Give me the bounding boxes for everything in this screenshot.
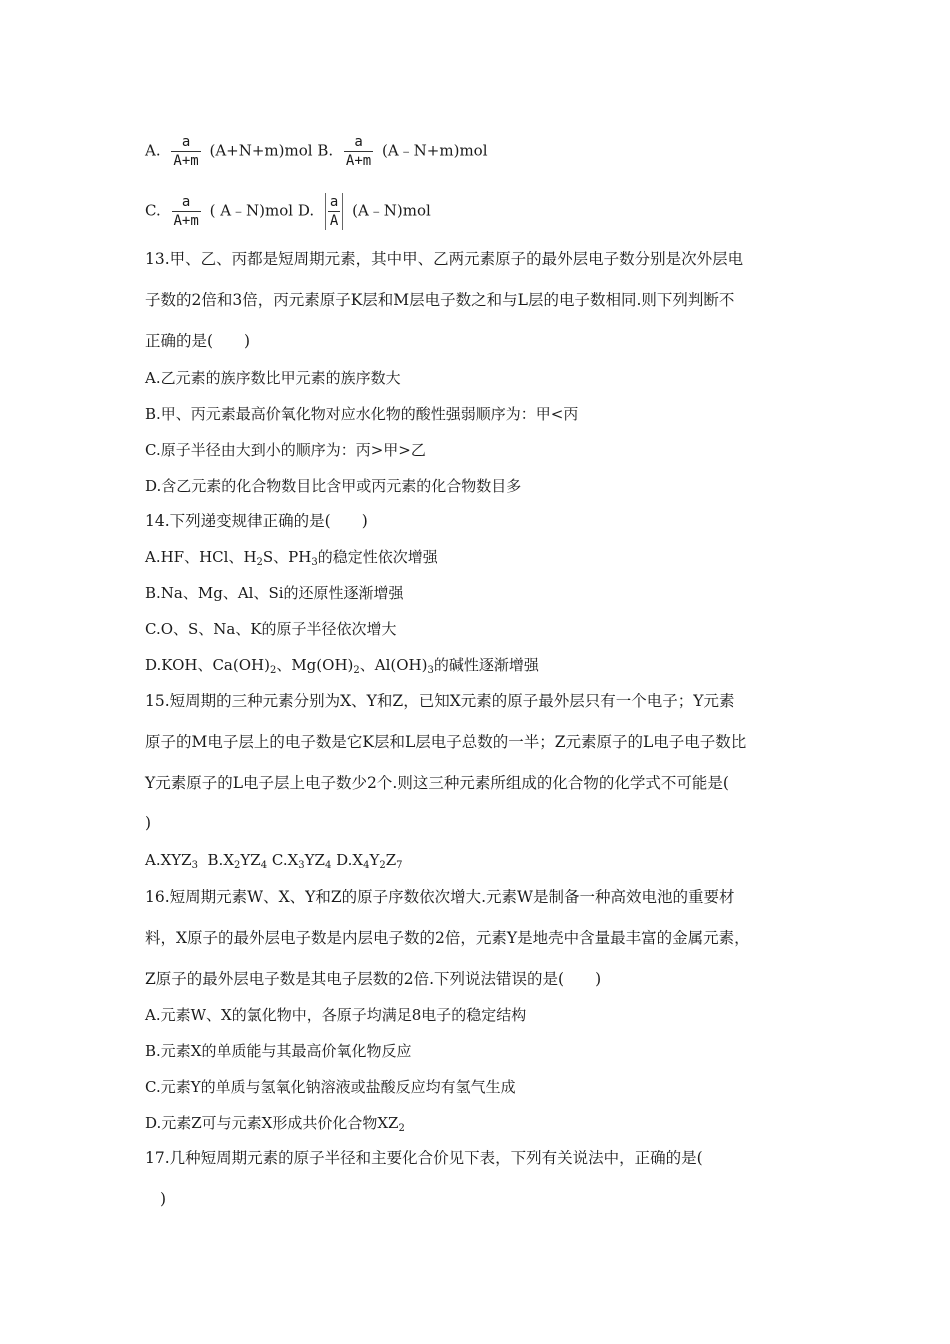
text: 的碱性逐渐增强	[433, 656, 539, 674]
q15-stem-line-3: Y元素原子的L电子层上电子数少2个.则这三种元素所组成的化合物的化学式不可能是(	[145, 774, 729, 792]
q12-options-ab	[145, 133, 488, 170]
subscript: 2	[353, 665, 360, 676]
q15-stem-line-4: )	[145, 814, 152, 832]
q13-stem-line-1: 13.甲、乙、丙都是短周期元素，其中甲、乙两元素原子的最外层电子数分别是次外层电	[145, 250, 744, 268]
fraction-numerator: a	[329, 194, 339, 210]
subscript: 4	[363, 860, 370, 871]
text: D.元素Z可与元素X形成共价化合物XZ	[145, 1114, 399, 1132]
fraction-numerator: a	[354, 134, 363, 150]
subscript: 2	[234, 860, 241, 871]
subscript: 4	[260, 860, 268, 871]
subscript: 3	[311, 557, 318, 568]
q15-options	[145, 850, 403, 870]
q16-stem-line-3: Z原子的最外层电子数是其电子层数的2倍.下列说法错误的是( )	[145, 970, 602, 988]
q15-stem-line-1: 15.短周期的三种元素分别为X、Y和Z，已知X元素的原子最外层只有一个电子；Y元素	[145, 692, 735, 710]
q14-option-c: C.O、S、Na、K的原子半径依次增大	[145, 620, 397, 638]
q13-option-a: A.乙元素的族序数比甲元素的族序数大	[145, 369, 401, 387]
q17-stem-line-1: 17.几种短周期元素的原子半径和主要化合价见下表，下列有关说法中，正确的是(	[145, 1149, 703, 1167]
option-d	[336, 851, 402, 869]
text: D.X	[336, 851, 364, 869]
subscript: 2	[379, 860, 386, 871]
text: D.KOH、Ca(OH)	[145, 656, 270, 674]
text: 的稳定性依次增强	[317, 548, 438, 566]
fraction-numerator: a	[181, 134, 191, 150]
q17-stem-line-2: )	[160, 1190, 167, 1208]
fraction-denominator: A+m	[173, 213, 199, 229]
q12-option-b-text: (A﹣N+m)mol	[381, 141, 488, 160]
subscript: 3	[427, 665, 434, 676]
q16-stem-line-2: 料，X原子的最外层电子数是内层电子数的2倍，元素Y是地壳中含量最丰富的金属元素，	[145, 929, 750, 947]
subscript: 3	[298, 860, 305, 871]
q14-option-a	[145, 547, 438, 567]
text: A.HF、HCl、H	[145, 548, 257, 566]
q12-option-d-label: D.	[297, 201, 315, 220]
q12-options-cd	[145, 193, 431, 230]
q12-option-d-text: (A﹣N)mol	[352, 201, 431, 220]
text: Z	[385, 851, 397, 869]
q12-option-d-fraction	[325, 193, 343, 230]
q13-option-b: B.甲、丙元素最高价氧化物对应水化物的酸性强弱顺序为：甲<丙	[145, 405, 579, 423]
q14-stem: 14.下列递变规律正确的是( )	[145, 512, 368, 530]
fraction-denominator: A+m	[345, 153, 372, 169]
subscript: 7	[396, 860, 403, 871]
subscript: 3	[191, 860, 198, 871]
q12-option-a-text: (A+N+m)mol	[209, 141, 313, 160]
text: 、Al(OH)	[359, 656, 428, 674]
text: B.X	[207, 851, 235, 869]
subscript: 4	[324, 860, 332, 871]
option-a	[145, 851, 198, 869]
fraction-denominator: A	[329, 213, 339, 229]
q16-option-d	[145, 1113, 405, 1133]
q12-option-c-fraction	[172, 193, 201, 230]
q14-option-d	[145, 655, 539, 675]
text: C.X	[271, 851, 299, 869]
q16-option-a: A.元素W、X的氯化物中，各原子均满足8电子的稳定结构	[145, 1006, 527, 1024]
q12-option-a-fraction	[171, 133, 200, 170]
q12-option-b-label: B.	[317, 141, 334, 160]
q16-stem-line-1: 16.短周期元素W、X、Y和Z的原子序数依次增大.元素W是制备一种高效电池的重要材	[145, 888, 735, 906]
q13-option-c: C.原子半径由大到小的顺序为：丙>甲>乙	[145, 441, 426, 459]
text: S、PH	[262, 548, 312, 566]
subscript: 2	[269, 665, 277, 676]
text: YZ	[304, 851, 325, 869]
text: A.XYZ	[145, 851, 192, 869]
option-c	[272, 851, 331, 869]
q16-option-b: B.元素X的单质能与其最高价氧化物反应	[145, 1042, 412, 1060]
text: Y	[369, 851, 380, 869]
text: 、Mg(OH)	[276, 656, 354, 674]
q14-option-b: B.Na、Mg、Al、Si的还原性逐渐增强	[145, 584, 404, 602]
q12-option-a-label: A.	[145, 141, 161, 160]
subscript: 2	[398, 1123, 405, 1134]
q12-option-c-text: ( A﹣N)mol	[209, 201, 294, 220]
q16-option-c: C.元素Y的单质与氢氧化钠溶液或盐酸反应均有氢气生成	[145, 1078, 516, 1096]
q13-stem-line-3: 正确的是( )	[145, 332, 251, 350]
q15-stem-line-2: 原子的M电子层上的电子数是它K层和L层电子总数的一半；Z元素原子的L电子电子数比	[145, 733, 747, 751]
q13-option-d: D.含乙元素的化合物数目比含甲或丙元素的化合物数目多	[145, 477, 522, 495]
q12-option-b-fraction	[344, 133, 373, 170]
q13-stem-line-2: 子数的2倍和3倍，丙元素原子K层和M层电子数之和与L层的电子数相同.则下列判断不	[145, 291, 735, 309]
subscript: 2	[256, 557, 263, 568]
fraction-numerator: a	[181, 194, 191, 210]
fraction-denominator: A+m	[173, 153, 199, 169]
text: YZ	[240, 851, 261, 869]
q12-option-c-label: C.	[145, 201, 161, 220]
option-b	[208, 851, 268, 869]
